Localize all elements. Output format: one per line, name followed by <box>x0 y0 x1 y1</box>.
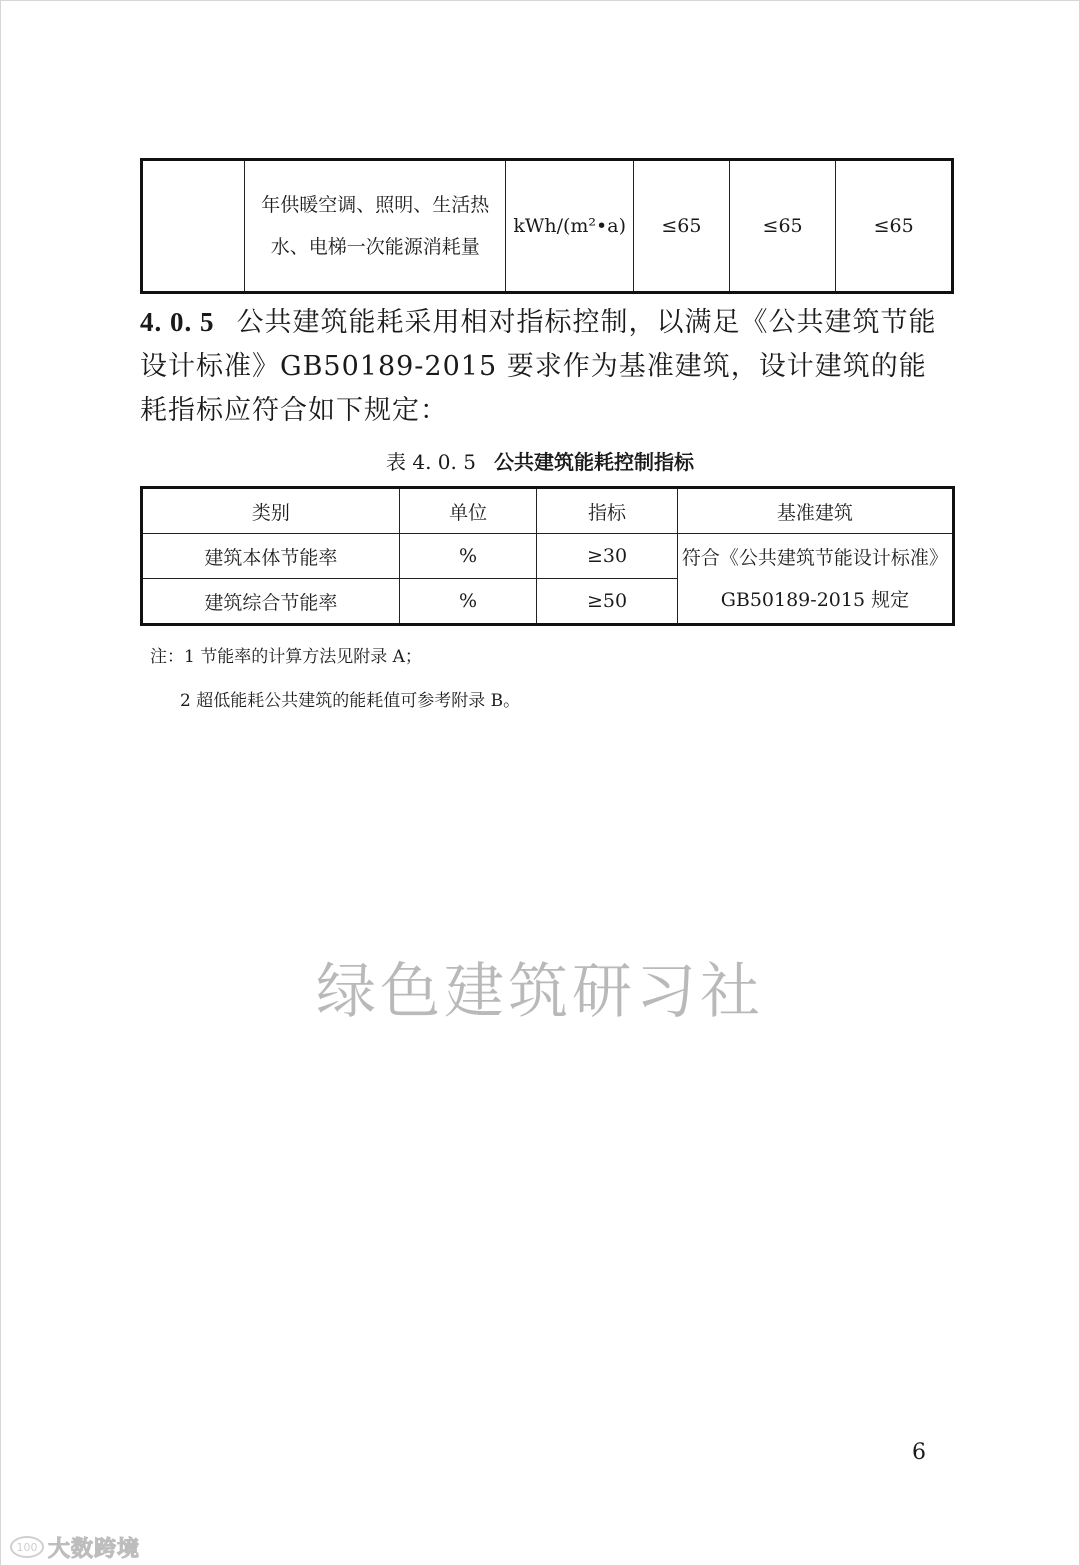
table-note: 注：1 节能率的计算方法见附录 A； <box>150 647 422 667</box>
table-cell-category: 建筑本体节能率 <box>142 534 400 579</box>
table-cell-baseline: 符合《公共建筑节能设计标准》GB50189-2015 规定 <box>677 534 953 625</box>
watermark: 绿色建筑研习社 <box>316 957 764 1027</box>
table-cell-empty <box>142 160 245 293</box>
table-cell-description: 年供暖空调、照明、生活热水、电梯一次能源消耗量 <box>245 160 506 293</box>
table-cell-value: ≤65 <box>634 160 730 293</box>
brand-watermark <box>10 1532 140 1562</box>
brand-logo-icon: 100 <box>10 1536 44 1558</box>
table-cell-value: ≤65 <box>836 160 953 293</box>
clause-number: 4. 0. 5 <box>140 307 215 337</box>
table-cell-unit: % <box>399 579 536 625</box>
table-cell-value: ≤65 <box>729 160 836 293</box>
table-cell-unit: % <box>399 534 536 579</box>
page-number: 6 <box>912 1440 926 1465</box>
table-header-row <box>142 488 954 534</box>
table-cell-index: ≥30 <box>537 534 678 579</box>
table-cell-index: ≥50 <box>537 579 678 625</box>
clause-paragraph <box>140 300 940 433</box>
table-caption-title: 公共建筑能耗控制指标 <box>493 450 694 474</box>
table-row <box>142 534 954 579</box>
table-note: 2 超低能耗公共建筑的能耗值可参考附录 B。 <box>180 691 521 711</box>
table-header: 类别 <box>142 488 400 534</box>
table-header: 指标 <box>537 488 678 534</box>
energy-consumption-table <box>140 158 954 294</box>
table-header: 基准建筑 <box>677 488 953 534</box>
brand-name: 大数跨境 <box>48 1536 141 1562</box>
table-header: 单位 <box>399 488 536 534</box>
table-caption <box>0 446 1080 475</box>
table-caption-number: 表 4. 0. 5 <box>386 450 476 474</box>
table-cell-category: 建筑综合节能率 <box>142 579 400 625</box>
energy-control-index-table <box>140 486 955 626</box>
table-cell-unit: kWh/(m²•a) <box>506 160 634 293</box>
clause-text: 公共建筑能耗采用相对指标控制，以满足《公共建筑节能设计标准》GB50189-2015 要求作为基准建筑，设计建筑的能耗指标应符合如下规定： <box>140 307 937 426</box>
